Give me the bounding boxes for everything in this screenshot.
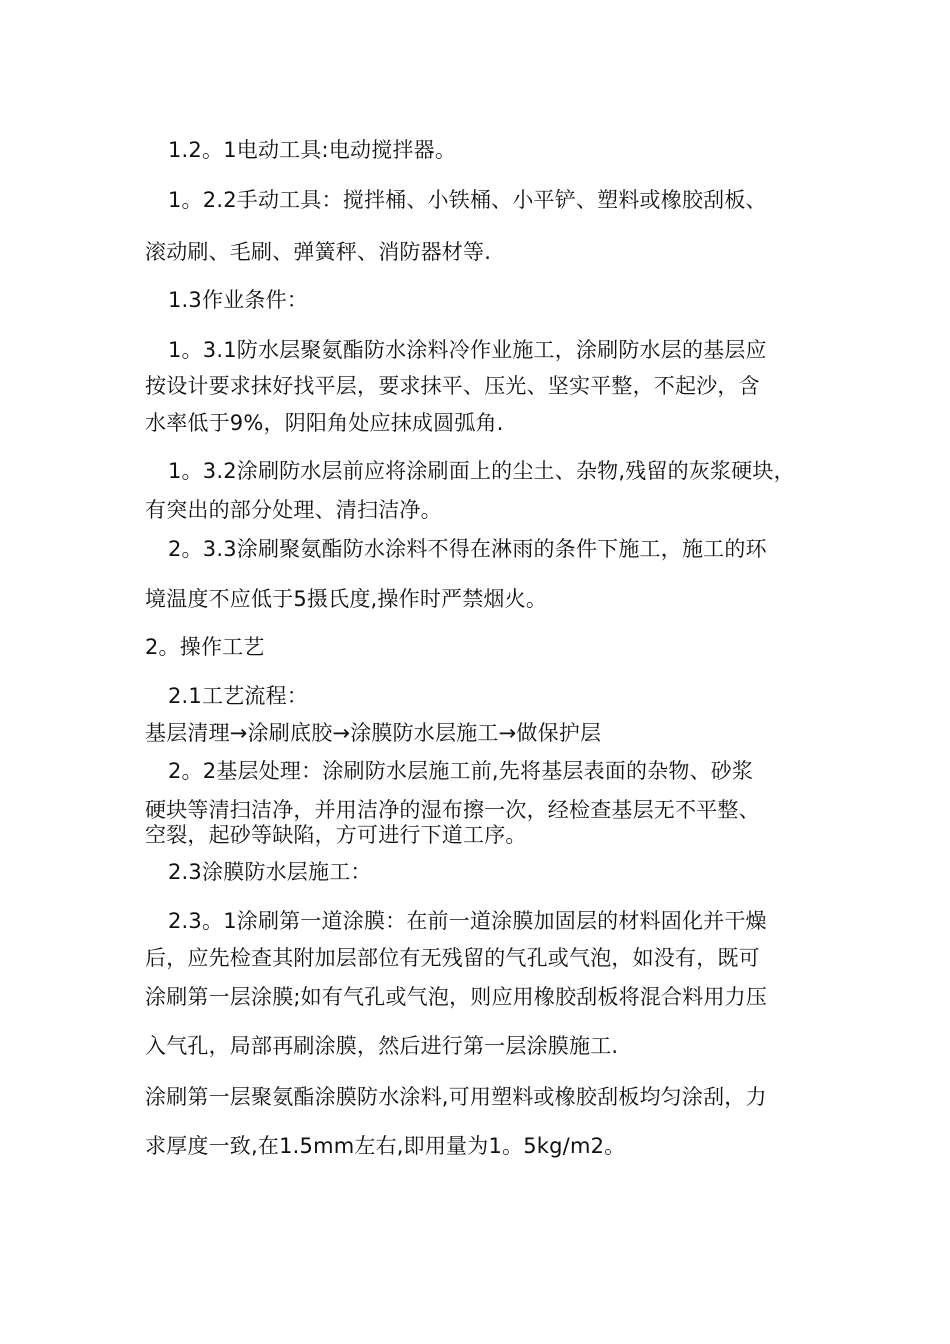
paragraph-line: 2.1工艺流程： [168, 684, 308, 708]
paragraph-line: 空裂，起砂等缺陷，方可进行下道工序。 [145, 823, 527, 847]
paragraph-line: 2.3。1涂刷第一道涂膜：在前一道涂膜加固层的材料固化并干燥 [168, 909, 767, 933]
paragraph-line: 入气孔，局部再刷涂膜，然后进行第一层涂膜施工. [145, 1034, 619, 1058]
process-flow-line: 基层清理→涂刷底胶→涂膜防水层施工→做保护层 [145, 721, 602, 745]
paragraph-line: 2。3.3涂刷聚氨酯防水涂料不得在淋雨的条件下施工，施工的环 [168, 537, 767, 561]
paragraph-line: 有突出的部分处理、清扫洁净。 [145, 498, 442, 522]
paragraph-line: 后，应先检查其附加层部位有无残留的气孔或气泡，如没有，既可 [145, 946, 760, 970]
paragraph-line: 滚动刷、毛刷、弹簧秤、消防器材等. [145, 240, 492, 264]
paragraph-line: 1.3作业条件： [168, 288, 308, 312]
paragraph-line: 按设计要求抹好找平层，要求抹平、压光、坚实平整，不起沙，含 [145, 374, 760, 398]
paragraph-line: 1。3.2涂刷防水层前应将涂刷面上的尘土、杂物,残留的灰浆硬块， [168, 459, 795, 483]
paragraph-line: 1。3.1防水层聚氨酯防水涂料冷作业施工，涂刷防水层的基层应 [168, 338, 767, 362]
section-heading: 2。操作工艺 [145, 635, 265, 659]
paragraph-line: 境温度不应低于5摄氏度,操作时严禁烟火。 [145, 587, 548, 611]
paragraph-line: 2.3涂膜防水层施工： [168, 860, 372, 884]
paragraph-line: 涂刷第一层涂膜;如有气孔或气泡，则应用橡胶刮板将混合料用力压 [145, 985, 768, 1009]
paragraph-line: 1.2。1电动工具:电动搅拌器。 [168, 138, 457, 162]
paragraph-line: 硬块等清扫洁净，并用洁净的湿布擦一次，经检查基层无不平整、 [145, 798, 760, 822]
paragraph-line: 1。2.2手动工具：搅拌桶、小铁桶、小平铲、塑料或橡胶刮板、 [168, 188, 767, 212]
paragraph-line: 涂刷第一层聚氨酯涂膜防水涂料,可用塑料或橡胶刮板均匀涂刮，力 [145, 1085, 767, 1109]
paragraph-line: 求厚度一致,在1.5mm左右,即用量为1。5kg/m2。 [145, 1134, 626, 1158]
paragraph-line: 水率低于9%，阴阳角处应抹成圆弧角. [145, 411, 504, 435]
paragraph-line: 2。2基层处理：涂刷防水层施工前,先将基层表面的杂物、砂浆 [168, 759, 754, 783]
